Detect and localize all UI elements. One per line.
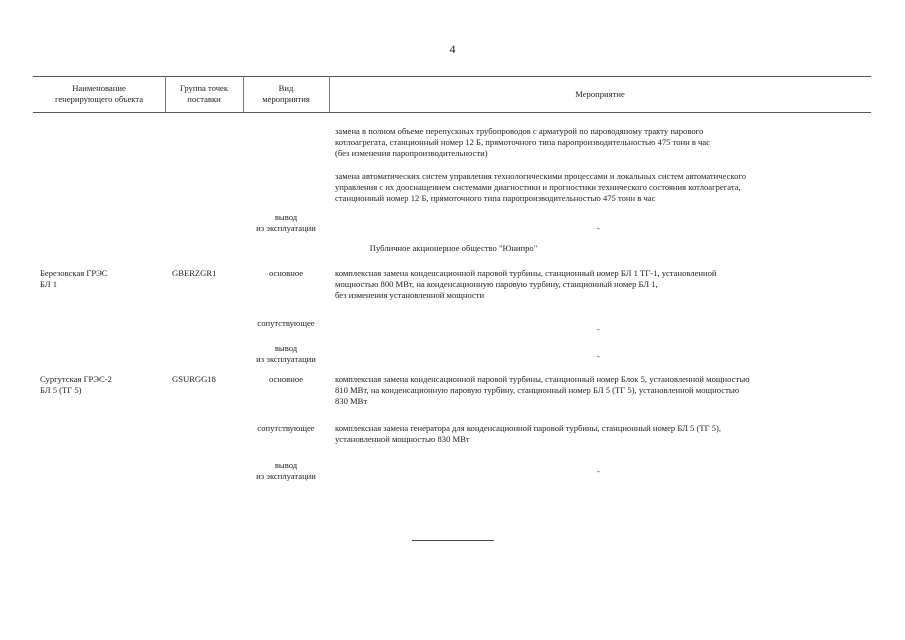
measure-dash-berezovskaya-related: - [597,324,600,334]
organization-name: Публичное акционерное общество "Юнипро" [369,243,538,253]
header-top-border [33,76,871,77]
measure-dash-1: - [597,223,600,233]
measure-text-surgutskaya-related: комплексная замена генератора для конденсационной паровой турбины, станционный номер БЛ 5 (ТГ 5), установленной мощностью 830 МВт [335,423,722,444]
group-gberzgr1: GBERZGR1 [172,268,217,278]
measure-text-automation: замена автоматических систем управления технологическими процессами и локальных систем автоматического управления с их дооснащением системами диагностики и прогностики технического состояния котлоагрегата, станционный номер 12 Б, прямоточного типа паропроизводительностью 475 тонн в час [335,171,747,203]
object-name-berezovskaya: Березовская ГРЭС БЛ 1 [40,268,108,289]
object-name-surgutskaya: Сургутская ГРЭС-2 БЛ 5 (ТГ 5) [40,374,112,395]
header-measure-type: Вид мероприятия [262,83,310,104]
measure-dash-surgutskaya-out: - [597,466,600,476]
header-delivery-group: Группа точек поставки [179,83,229,104]
type-decommission-surgutskaya: вывод из эксплуатации [256,460,316,481]
measure-text-pipes: замена в полном объеме перепускных трубопроводов с арматурой по пароводяному тракту парового котлоагрегата, станционный номер 12 Б, прямоточного типа паропроизводительностью 475 тонн в час (без изменения паропроизводительности) [335,126,711,158]
page-number: 4 [449,42,456,56]
type-main-berezovskaya: основное [268,268,304,278]
measure-dash-berezovskaya-out: - [597,351,600,361]
measure-text-surgutskaya-main: комплексная замена конденсационной паровой турбины, станционный номер Блок 5, установленной мощностью 810 МВт, на конденсационную паровую турбину, станционный номер БЛ 5 (ТГ 5), установленной мощностью 830 МВт [335,374,750,406]
group-gsurgg18: GSURGG18 [172,374,216,384]
type-related-surgutskaya: сопутствующее [257,423,315,433]
header-bottom-border [33,112,871,113]
type-related-berezovskaya: сопутствующее [257,318,315,328]
type-main-surgutskaya: основное [268,374,304,384]
type-decommission-1: вывод из эксплуатации [256,212,316,233]
type-decommission-berezovskaya: вывод из эксплуатации [256,343,316,364]
header-object-name: Наименование генерирующего объекта [54,83,144,104]
footer-separator [412,540,494,541]
header-measure: Мероприятие [575,89,625,99]
measure-text-berezovskaya-main: комплексная замена конденсационной паровой турбины, станционный номер БЛ 1 ТГ-1, установленной мощностью 800 МВт, на конденсационную паровую турбину, станционный номер БЛ 1, без изменения установленной мощности [335,268,717,300]
